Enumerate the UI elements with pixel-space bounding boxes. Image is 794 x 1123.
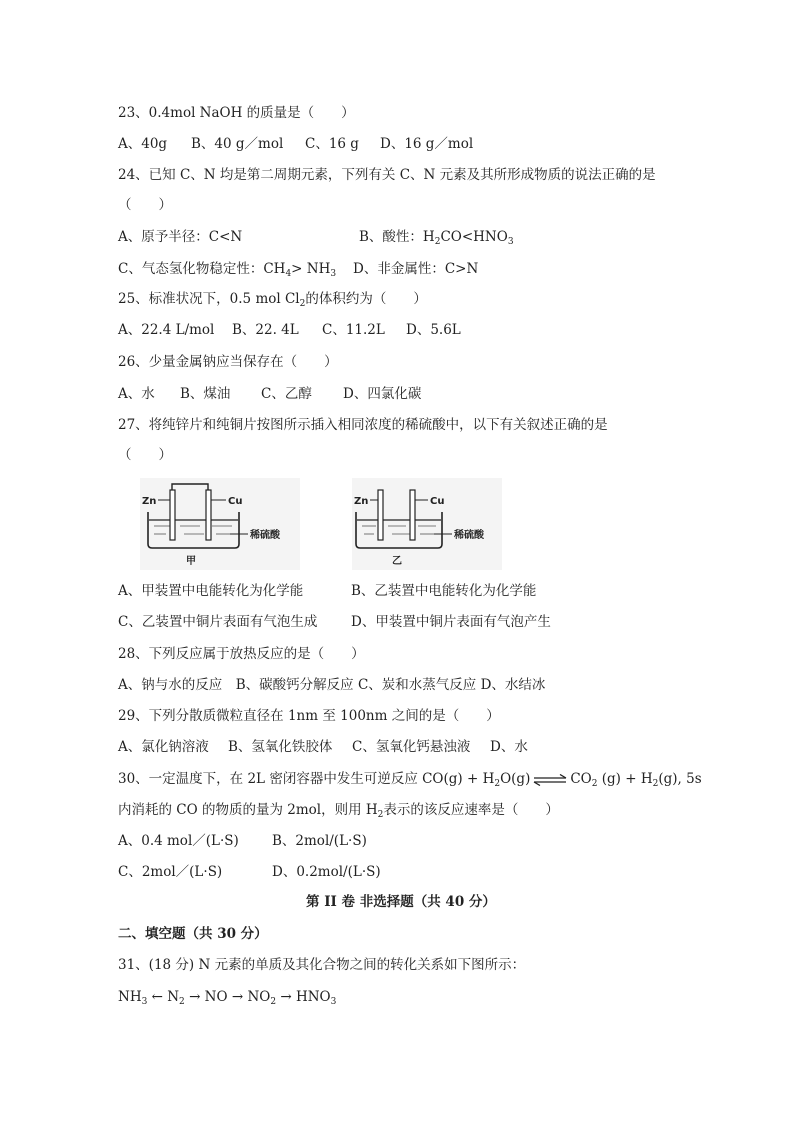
q27-figure-jia (140, 478, 300, 570)
q24-paren: （ ） (118, 197, 172, 213)
chain-hno3-sub: 3 (330, 997, 337, 1007)
q29-option-c: C、氢氧化钙悬浊液 (352, 739, 471, 755)
yi-zn-label: Zn (354, 496, 369, 507)
q30-mid4: (g), 5s (658, 771, 702, 787)
chain-rest3: → HNO (276, 989, 331, 1005)
yi-cu-label: Cu (430, 496, 445, 507)
q30-line2-pre: 内消耗的 CO 的物质的量为 2mol，则用 H (118, 802, 378, 818)
q24-option-c-mid: > NH (291, 261, 331, 277)
q31-stem: 31、(18 分) N 元素的单质及其化合物之间的转化关系如下图所示： (118, 957, 526, 973)
jia-cu-label: Cu (228, 496, 243, 507)
q25-option-c: C、11.2L (322, 322, 385, 338)
q27-option-c: C、乙装置中铜片表面有气泡生成 (118, 614, 318, 630)
q24-option-b (359, 228, 514, 251)
q30-stem-line1 (118, 770, 702, 793)
q30-stem-line2 (118, 801, 559, 824)
q24-option-c (118, 260, 336, 283)
chain-rest2: → NO → NO (184, 989, 271, 1005)
q23-option-d: D、16 g／mol (380, 136, 474, 152)
q25-option-a: A、22.4 L/mol (118, 322, 215, 338)
q29-option-d: D、水 (490, 739, 528, 755)
q30-sub-h2o: 2 (494, 779, 501, 789)
q27-option-d: D、甲装置中铜片表面有气泡产生 (351, 614, 551, 630)
chain-nh: NH (118, 989, 142, 1005)
q31-chain (118, 988, 336, 1011)
q30-sub-co2: 2 (591, 779, 598, 789)
q23-stem: 23、0.4mol NaOH 的质量是（ ） (118, 105, 355, 121)
q24-option-b-mid: CO<HNO (440, 229, 508, 245)
q26-option-b: B、煤油 (180, 386, 231, 402)
q24-option-b-sub1: 2 (434, 237, 441, 247)
q27-option-b: B、乙装置中电能转化为化学能 (351, 583, 537, 599)
q25-option-d: D、5.6L (406, 322, 461, 338)
q28-options: A、钠与水的反应 B、碳酸钙分解反应 C、炭和水蒸气反应 D、水结冰 (118, 677, 546, 693)
q30-sub-h2: 2 (652, 779, 659, 789)
q30-option-b: B、2mol/(L·S) (272, 833, 367, 849)
q23-option-c: C、16 g (305, 136, 359, 152)
chain-no2-sub: 2 (270, 997, 277, 1007)
q24-option-a: A、原予半径：C<N (118, 229, 243, 245)
q27-option-a: A、甲装置中电能转化为化学能 (118, 583, 304, 599)
q30-mid1: O(g) (500, 771, 531, 787)
q23-option-a: A、40g (118, 136, 168, 152)
jia-zn-label: Zn (142, 496, 157, 507)
q25-stem-sub: 2 (299, 299, 306, 309)
reversible-arrow-icon (533, 774, 567, 786)
q27-paren: （ ） (118, 447, 172, 463)
q24-stem: 24、已知 C、N 均是第二周期元素，下列有关 C、N 元素及其所形成物质的说法正确的是 (118, 167, 656, 183)
q26-option-a: A、水 (118, 386, 155, 402)
jia-acid-label: 稀硫酸 (250, 530, 280, 541)
chain-n2-sub: 2 (179, 997, 185, 1007)
q27-figure-yi (352, 478, 502, 570)
q30-mid2: CO (570, 771, 592, 787)
q26-option-c: C、乙醇 (261, 386, 312, 402)
q24-option-c-sub2: 3 (330, 269, 337, 279)
q25-stem-post: 的体积约为（ ） (305, 291, 427, 307)
q30-option-a: A、0.4 mol／(L·S) (118, 833, 239, 849)
q29-option-a: A、氯化钠溶液 (118, 739, 209, 755)
q24-option-b-pre: B、酸性：H (359, 229, 435, 245)
q28-stem: 28、下列反应属于放热反应的是（ ） (118, 646, 365, 662)
q25-option-b: B、22. 4L (232, 322, 299, 338)
yi-caption: 乙 (392, 556, 402, 567)
q24-option-c-sub1: 4 (285, 269, 292, 279)
q30-stem-pre: 30、一定温度下，在 2L 密闭容器中发生可逆反应 CO(g) + H (118, 771, 495, 787)
q30-mid3: (g) + H (597, 771, 653, 787)
section2-title: 第 II 卷 非选择题（共 40 分） (306, 894, 496, 910)
q30-line2-sub: 2 (377, 810, 384, 820)
q30-option-c: C、2mol／(L·S) (118, 864, 223, 880)
chain-nh-sub: 3 (141, 997, 148, 1007)
q24-option-c-pre: C、气态氢化物稳定性：CH (118, 261, 286, 277)
q29-option-b: B、氢氧化铁胶体 (228, 739, 333, 755)
q23-option-b: B、40 g／mol (191, 136, 284, 152)
q29-stem: 29、下列分散质微粒直径在 1nm 至 100nm 之间的是（ ） (118, 708, 500, 724)
section2-part-heading: 二、填空题（共 30 分） (118, 926, 268, 942)
q30-option-d: D、0.2mol/(L·S) (272, 864, 381, 880)
yi-acid-label: 稀硫酸 (454, 530, 484, 541)
q24-option-b-sub2: 3 (507, 237, 514, 247)
q27-stem: 27、将纯锌片和纯铜片按图所示插入相同浓度的稀硫酸中，以下有关叙述正确的是 (118, 417, 608, 433)
jia-caption: 甲 (186, 556, 196, 567)
q26-option-d: D、四氯化碳 (343, 386, 422, 402)
q25-stem-pre: 25、标准状况下，0.5 mol Cl (118, 291, 300, 307)
q25-stem (118, 290, 427, 313)
q30-line2-post: 表示的该反应速率是（ ） (383, 802, 559, 818)
q24-option-d: D、非金属性：C>N (353, 261, 479, 277)
q26-stem: 26、少量金属钠应当保存在（ ） (118, 354, 338, 370)
chain-rest1: ← N (147, 989, 180, 1005)
